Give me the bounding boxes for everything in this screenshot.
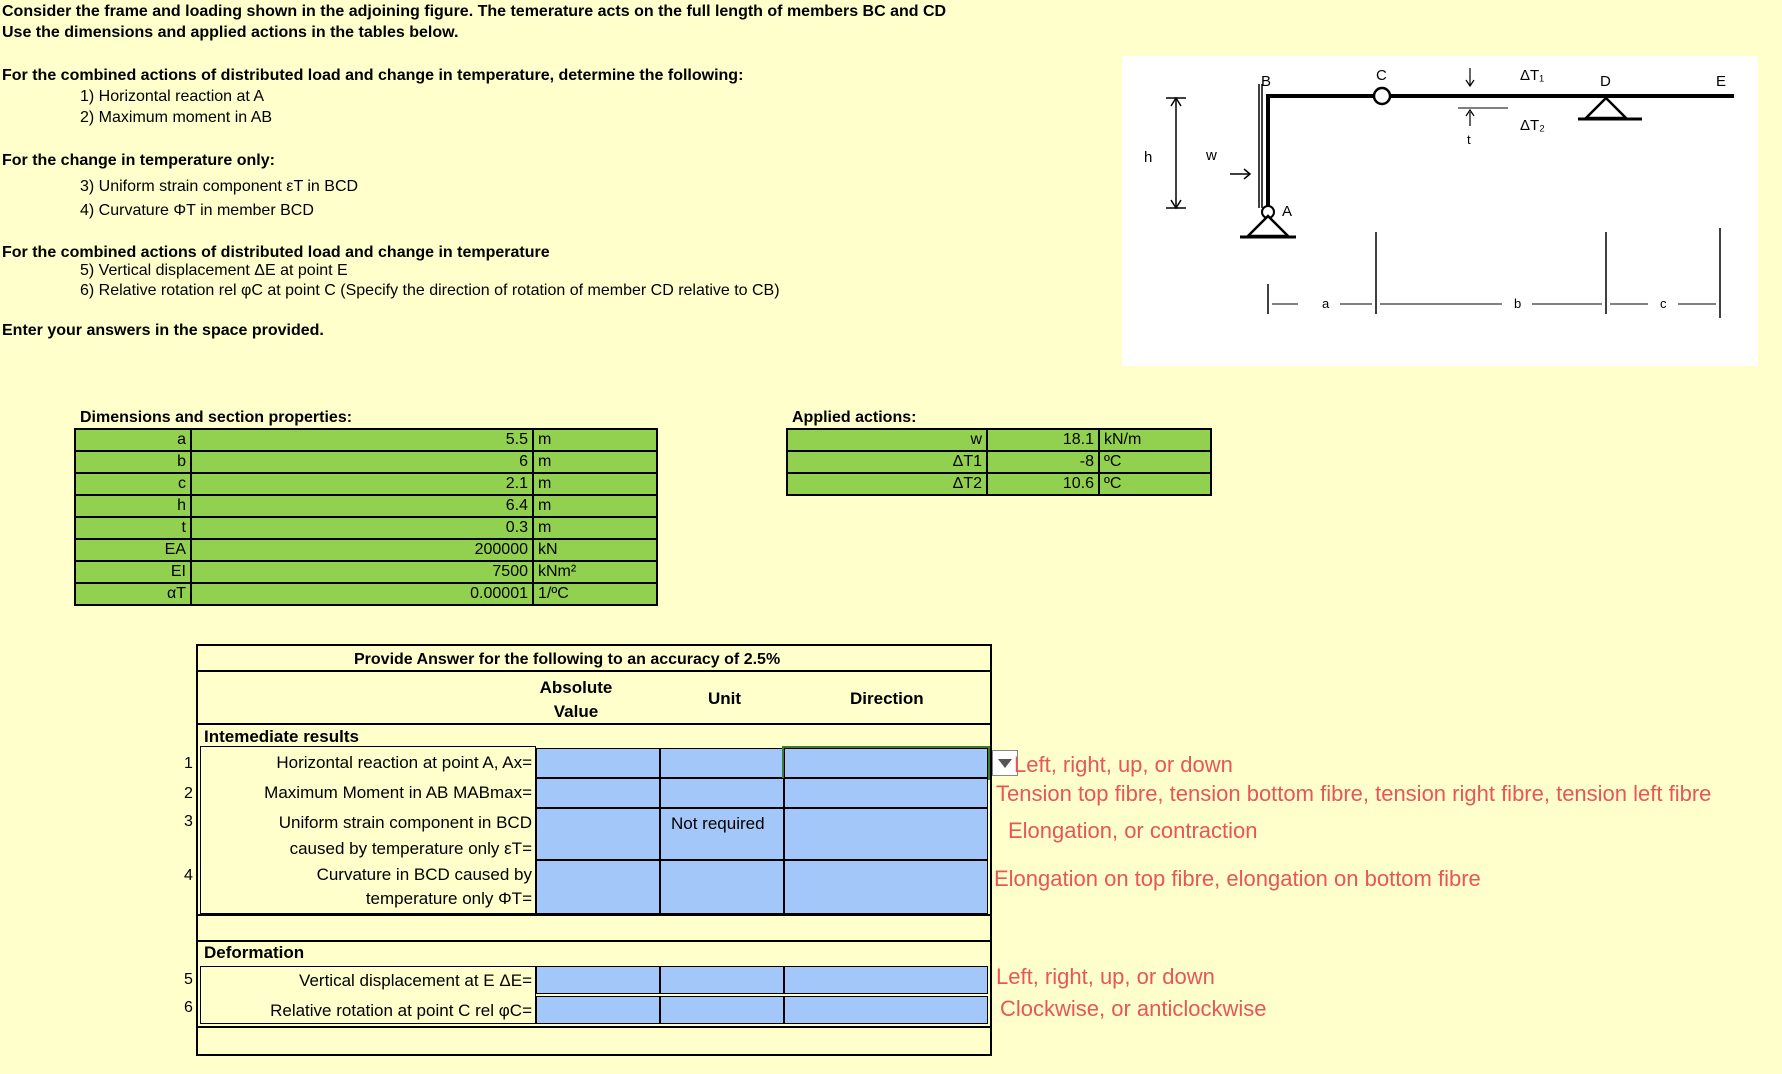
- answer-title: Provide Answer for the following to an accuracy of 2.5%: [354, 651, 781, 668]
- hint-row1: Left, right, up, or down: [1014, 752, 1233, 777]
- applied-label-cell: ΔT1: [787, 451, 987, 473]
- row1-value-input[interactable]: [536, 748, 660, 778]
- row-number-5: 5: [184, 971, 193, 988]
- applied-row: [787, 429, 1211, 451]
- row5-unit-input[interactable]: [660, 966, 784, 994]
- row1-label: Horizontal reaction at point A, Ax=: [276, 753, 532, 772]
- row3-value-input[interactable]: [536, 808, 660, 860]
- dimension-unit-cell: m: [533, 517, 657, 539]
- dimension-row: [75, 451, 657, 473]
- col-absolute-value: Absolute Value: [539, 678, 613, 721]
- applied-table: [786, 428, 1212, 496]
- row3-unit-cell: [660, 808, 784, 860]
- dimension-value-cell: 6: [191, 451, 533, 473]
- hinge-c: [1374, 88, 1390, 104]
- dimension-unit-cell: kNm²: [533, 561, 657, 583]
- row1-direction-select[interactable]: [784, 748, 988, 778]
- dimension-row: [75, 517, 657, 539]
- row4-label-line1: Curvature in BCD caused by: [316, 865, 532, 884]
- dimension-value-cell: 7500: [191, 561, 533, 583]
- row4-label-line2: temperature only ΦT=: [365, 889, 532, 908]
- row6-label: Relative rotation at point C rel φC=: [270, 1001, 532, 1020]
- applied-value-cell: 10.6: [987, 473, 1099, 495]
- fig-label-c-dim: c: [1660, 296, 1667, 311]
- section1-heading: For the combined actions of distributed load and change in temperature, determine the following:: [2, 67, 744, 84]
- row3-direction-input[interactable]: [784, 808, 988, 860]
- dimension-value-cell: 200000: [191, 539, 533, 561]
- dimension-unit-cell: m: [533, 429, 657, 451]
- intro-line-1: Consider the frame and loading shown in the adjoining figure. The temerature acts on the full length of members BC and CD: [2, 3, 947, 20]
- row5-direction-input[interactable]: [784, 966, 988, 994]
- row4-direction-input[interactable]: [784, 860, 988, 914]
- dimension-label-cell: c: [75, 473, 191, 495]
- hint-row5: Left, right, up, or down: [996, 964, 1215, 989]
- enter-prompt: Enter your answers in the space provided.: [2, 322, 324, 339]
- frame-diagram: [1122, 56, 1758, 366]
- row-number-1: 1: [184, 755, 193, 772]
- row3-label-line1: Uniform strain component in BCD: [278, 813, 532, 832]
- applied-unit-cell: ºC: [1099, 473, 1211, 495]
- row1-unit-input[interactable]: [660, 748, 784, 778]
- dimensions-table: [74, 428, 658, 606]
- row-number-2: 2: [184, 785, 193, 802]
- fig-label-w: w: [1206, 147, 1217, 164]
- col-direction: Direction: [850, 689, 924, 708]
- section3-item-6: 6) Relative rotation rel φC at point C (Specify the direction of rotation of member CD relative to CB): [80, 282, 780, 299]
- dimension-value-cell: 0.00001: [191, 583, 533, 605]
- fig-label-c: C: [1376, 67, 1387, 84]
- applied-unit-cell: ºC: [1099, 451, 1211, 473]
- dimension-label-cell: t: [75, 517, 191, 539]
- applied-label-cell: w: [787, 429, 987, 451]
- row6-unit-input[interactable]: [660, 996, 784, 1024]
- section2-item-3: 3) Uniform strain component εT in BCD: [80, 178, 359, 195]
- applied-value-cell: 18.1: [987, 429, 1099, 451]
- intro-line-2: Use the dimensions and applied actions in the tables below.: [2, 24, 459, 41]
- col-unit: Unit: [708, 689, 742, 708]
- row2-label: Maximum Moment in AB MABmax=: [264, 783, 532, 802]
- fig-label-h: h: [1144, 149, 1153, 166]
- dimension-row: [75, 473, 657, 495]
- frame-figure: [1122, 56, 1758, 366]
- section2-item-4: 4) Curvature ΦT in member BCD: [80, 202, 314, 219]
- fig-label-a: a: [1322, 296, 1330, 311]
- dimension-row: [75, 561, 657, 583]
- row-number-6: 6: [184, 999, 193, 1016]
- row4-unit-input[interactable]: [660, 860, 784, 914]
- row-number-3: 3: [184, 813, 193, 830]
- fig-label-dt2: ΔT₂: [1520, 117, 1546, 134]
- not-required-text: Not required: [671, 814, 765, 833]
- applied-unit-cell: kN/m: [1099, 429, 1211, 451]
- row6-direction-input[interactable]: [784, 996, 988, 1024]
- fig-label-d: D: [1600, 73, 1611, 90]
- dimension-unit-cell: 1/ºC: [533, 583, 657, 605]
- dimension-label-cell: a: [75, 429, 191, 451]
- applied-label-cell: ΔT2: [787, 473, 987, 495]
- dimension-unit-cell: m: [533, 473, 657, 495]
- hint-row3: Elongation, or contraction: [1008, 818, 1258, 843]
- row2-unit-input[interactable]: [660, 778, 784, 808]
- applied-title: Applied actions:: [792, 409, 917, 426]
- dimension-unit-cell: m: [533, 495, 657, 517]
- row4-value-input[interactable]: [536, 860, 660, 914]
- dimension-label-cell: EA: [75, 539, 191, 561]
- dimension-value-cell: 2.1: [191, 473, 533, 495]
- dimension-value-cell: 5.5: [191, 429, 533, 451]
- dimension-row: [75, 539, 657, 561]
- fig-label-b: B: [1261, 73, 1272, 90]
- applied-row: [787, 473, 1211, 495]
- dimension-label-cell: EI: [75, 561, 191, 583]
- fig-label-dt1: ΔT₁: [1520, 67, 1545, 84]
- dimension-unit-cell: kN: [533, 539, 657, 561]
- row-number-4: 4: [184, 867, 193, 884]
- applied-row: [787, 451, 1211, 473]
- section2-heading: For the change in temperature only:: [2, 152, 275, 169]
- row5-label: Vertical displacement at E ΔE=: [299, 971, 532, 990]
- dimension-value-cell: 0.3: [191, 517, 533, 539]
- row3-label-line2: caused by temperature only εT=: [289, 839, 532, 858]
- applied-value-cell: -8: [987, 451, 1099, 473]
- answer-panel: [196, 644, 992, 1056]
- dimension-row: [75, 583, 657, 605]
- section1-item-2: 2) Maximum moment in AB: [80, 109, 273, 126]
- row2-direction-input[interactable]: [784, 778, 988, 808]
- fig-label-b-dim: b: [1514, 296, 1522, 311]
- dimension-row: [75, 429, 657, 451]
- section-intermediate: Intemediate results: [204, 727, 359, 746]
- row5-value-input[interactable]: [536, 966, 660, 994]
- section3-item-5: 5) Vertical displacement ΔE at point E: [80, 262, 348, 279]
- row6-value-input[interactable]: [536, 996, 660, 1024]
- fig-label-e: E: [1716, 73, 1727, 90]
- section3-heading: For the combined actions of distributed load and change in temperature: [2, 244, 550, 261]
- dimensions-title: Dimensions and section properties:: [80, 409, 353, 426]
- dimension-unit-cell: m: [533, 451, 657, 473]
- row2-value-input[interactable]: [536, 778, 660, 808]
- hint-row2: Tension top fibre, tension bottom fibre, tension right fibre, tension left fibre: [996, 781, 1712, 806]
- fig-label-a-point: A: [1282, 203, 1293, 220]
- fig-label-t: t: [1467, 132, 1471, 147]
- dimension-label-cell: b: [75, 451, 191, 473]
- hint-row6: Clockwise, or anticlockwise: [1000, 996, 1267, 1021]
- section-deformation: Deformation: [204, 943, 305, 962]
- hint-row4: Elongation on top fibre, elongation on bottom fibre: [994, 866, 1481, 891]
- dimension-value-cell: 6.4: [191, 495, 533, 517]
- dimension-row: [75, 495, 657, 517]
- section1-item-1: 1) Horizontal reaction at A: [80, 88, 265, 105]
- dimension-label-cell: αT: [75, 583, 191, 605]
- dimension-label-cell: h: [75, 495, 191, 517]
